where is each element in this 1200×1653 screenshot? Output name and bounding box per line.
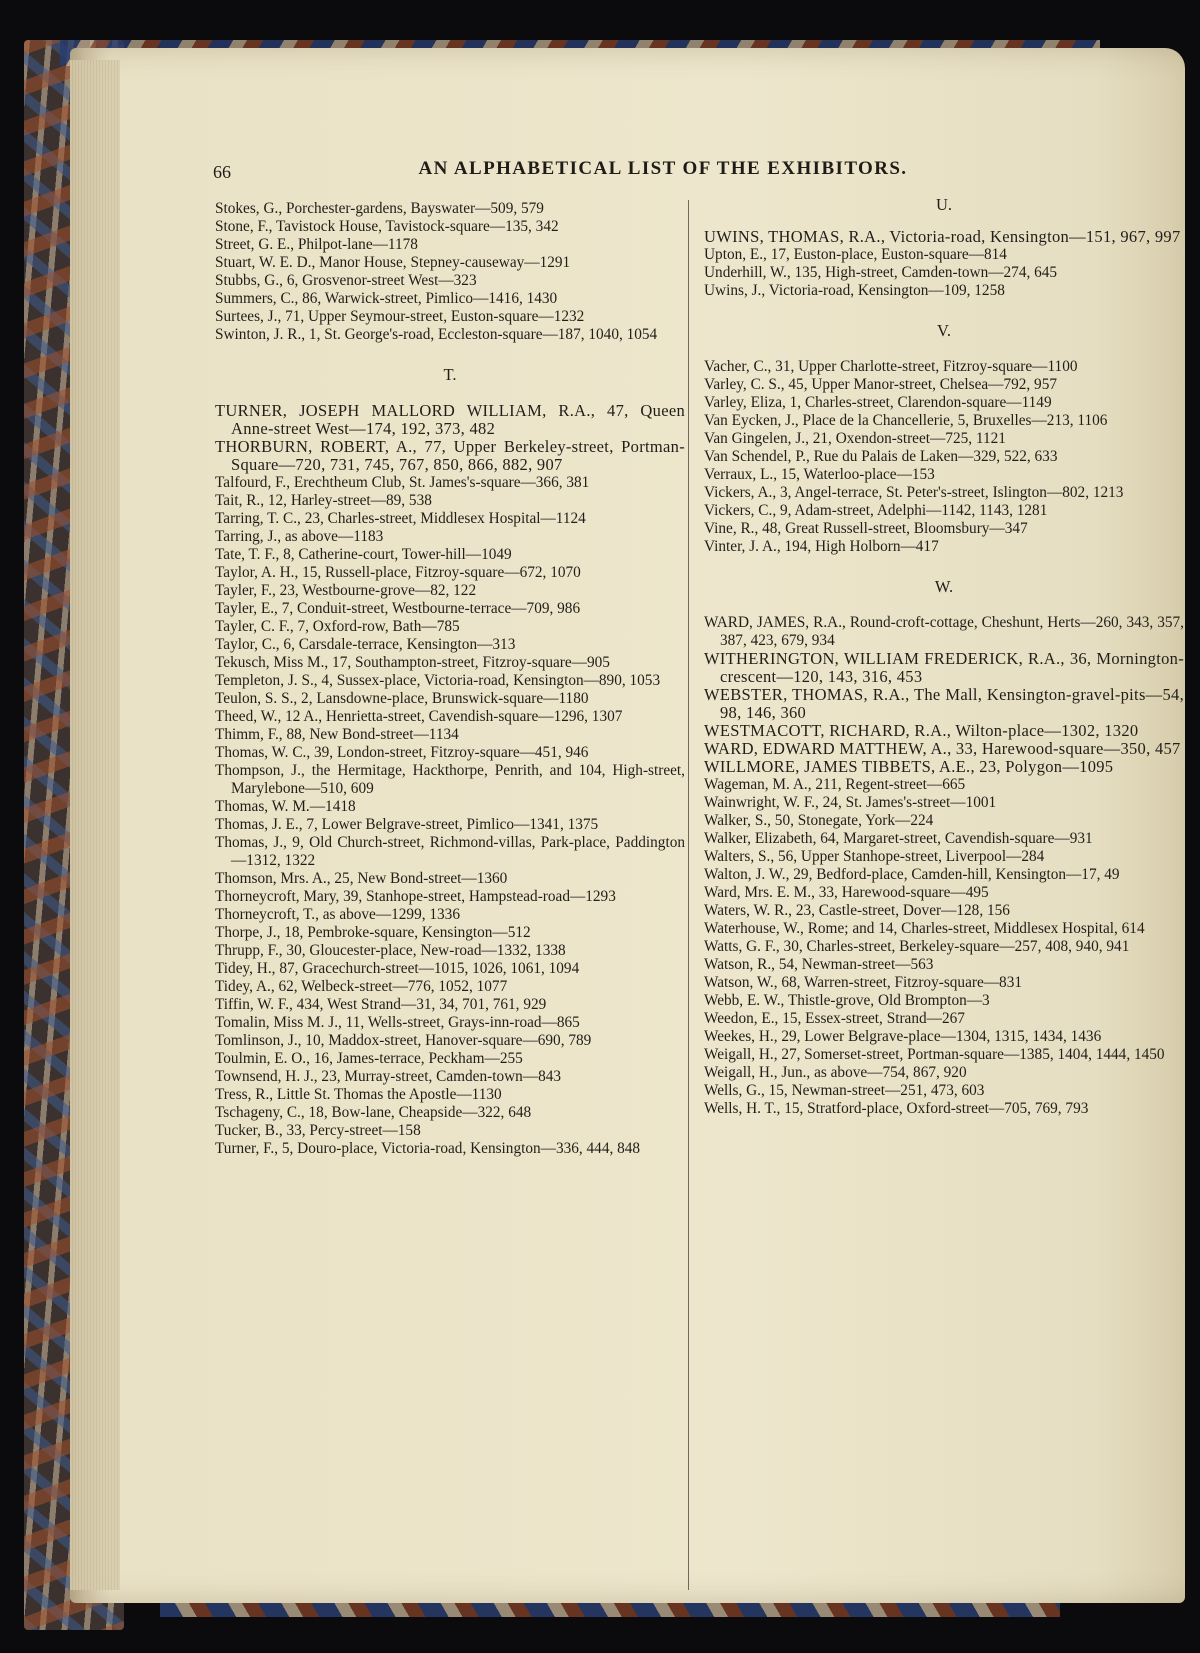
exhibitor-entry: Tarring, J., as above—1183 [215, 528, 384, 545]
exhibitor-entry: Vine, R., 48, Great Russell-street, Bloomsbury—347 [704, 520, 1028, 537]
page-title: AN ALPHABETICAL LIST OF THE EXHIBITORS. [418, 158, 908, 179]
exhibitor-entry: Street, G. E., Philpot-lane—1178 [215, 236, 418, 253]
exhibitor-entry: Watson, R., 54, Newman-street—563 [704, 956, 934, 973]
exhibitor-entry: Thorpe, J., 18, Pembroke-square, Kensington—512 [215, 924, 531, 941]
exhibitor-entry: Walker, S., 50, Stonegate, York—224 [704, 812, 934, 829]
exhibitor-entry: Weigall, H., Jun., as above—754, 867, 920 [704, 1064, 967, 1081]
exhibitor-entry: Watts, G. F., 30, Charles-street, Berkeley-square—257, 408, 940, 941 [704, 938, 1130, 955]
exhibitor-entry: Vickers, A., 3, Angel-terrace, St. Peter's-street, Islington—802, 1213 [704, 484, 1124, 501]
exhibitor-entry: Van Eycken, J., Place de la Chancellerie, 5, Bruxelles—213, 1106 [704, 412, 1108, 429]
exhibitor-entry: Vickers, C., 9, Adam-street, Adelphi—1142, 1143, 1281 [704, 502, 1048, 519]
exhibitor-entry: Toulmin, E. O., 16, James-terrace, Peckham—255 [215, 1050, 523, 1067]
exhibitor-entry: WARD, JAMES, R.A., Round-croft-cottage, Cheshunt, Herts—260, 343, 357, 387, 423, 679, 934 [704, 614, 1184, 649]
exhibitor-entry: Walton, J. W., 29, Bedford-place, Camden-hill, Kensington—17, 49 [704, 866, 1120, 883]
exhibitor-entry: Waterhouse, W., Rome; and 14, Charles-street, Middlesex Hospital, 614 [704, 920, 1145, 937]
exhibitor-entry: Vinter, J. A., 194, High Holborn—417 [704, 538, 939, 555]
exhibitor-entry: Underhill, W., 135, High-street, Camden-town—274, 645 [704, 264, 1058, 281]
section-heading: W. [934, 577, 954, 596]
exhibitor-entry: Weigall, H., 27, Somerset-street, Portman-square—1385, 1404, 1444, 1450 [704, 1046, 1165, 1063]
exhibitor-entry: WARD, EDWARD MATTHEW, A., 33, Harewood-square—350, 457 [704, 739, 1181, 758]
exhibitor-entry: Thomson, Mrs. A., 25, New Bond-street—1360 [215, 870, 508, 887]
exhibitor-entry: Varley, Eliza, 1, Charles-street, Clarendon-square—1149 [704, 394, 1052, 411]
exhibitor-entry: Taylor, C., 6, Carsdale-terrace, Kensington—313 [215, 636, 516, 653]
exhibitor-entry: Tomlinson, J., 10, Maddox-street, Hanover-square—690, 789 [215, 1032, 592, 1049]
exhibitor-entry: Uwins, J., Victoria-road, Kensington—109, 1258 [704, 282, 1005, 299]
exhibitor-entry: Vacher, C., 31, Upper Charlotte-street, Fitzroy-square—1100 [704, 358, 1078, 375]
exhibitor-entry: Tomalin, Miss M. J., 11, Wells-street, Grays-inn-road—865 [215, 1014, 580, 1031]
exhibitor-entry: WILLMORE, JAMES TIBBETS, A.E., 23, Polygon—1095 [704, 757, 1114, 776]
exhibitor-entry: Thorneycroft, Mary, 39, Stanhope-street, Hampstead-road—1293 [215, 888, 616, 905]
left-column [215, 200, 685, 1158]
exhibitor-entry: Weedon, E., 15, Essex-street, Strand—267 [704, 1010, 965, 1027]
exhibitor-entry: Surtees, J., 71, Upper Seymour-street, Euston-square—1232 [215, 308, 585, 325]
exhibitor-entry: Upton, E., 17, Euston-place, Euston-square—814 [704, 246, 1007, 263]
exhibitor-entry: Stone, F., Tavistock House, Tavistock-square—135, 342 [215, 218, 559, 235]
exhibitor-entry: Tiffin, W. F., 434, West Strand—31, 34, 701, 761, 929 [215, 996, 547, 1013]
exhibitor-entry: Walters, S., 56, Upper Stanhope-street, Liverpool—284 [704, 848, 1045, 865]
exhibitor-entry: Watson, W., 68, Warren-street, Fitzroy-square—831 [704, 974, 1022, 991]
exhibitor-entry: Varley, C. S., 45, Upper Manor-street, Chelsea—792, 957 [704, 376, 1058, 393]
exhibitor-entry: Thomas, W. C., 39, London-street, Fitzroy-square—451, 946 [215, 744, 589, 761]
exhibitor-entry: Thorneycroft, T., as above—1299, 1336 [215, 906, 460, 923]
right-column [704, 196, 1184, 1118]
exhibitor-entry: Wells, H. T., 15, Stratford-place, Oxford-street—705, 769, 793 [704, 1100, 1089, 1117]
exhibitor-entry: Taylor, A. H., 15, Russell-place, Fitzroy-square—672, 1070 [215, 564, 581, 581]
column-divider [688, 200, 689, 1590]
section-heading: T. [443, 365, 457, 384]
exhibitor-entry: Tidey, H., 87, Gracechurch-street—1015, 1026, 1061, 1094 [215, 960, 580, 977]
exhibitor-entry: Stuart, W. E. D., Manor House, Stepney-causeway—1291 [215, 254, 571, 271]
exhibitor-entry: Tayler, C. F., 7, Oxford-row, Bath—785 [215, 618, 460, 635]
exhibitor-entry: Teulon, S. S., 2, Lansdowne-place, Brunswick-square—1180 [215, 690, 589, 707]
exhibitor-entry: Talfourd, F., Erechtheum Club, St. James's-square—366, 381 [215, 474, 590, 491]
exhibitor-entry: Tait, R., 12, Harley-street—89, 538 [215, 492, 432, 509]
exhibitor-entry: Templeton, J. S., 4, Sussex-place, Victoria-road, Kensington—890, 1053 [215, 672, 661, 689]
exhibitor-entry: Tate, T. F., 8, Catherine-court, Tower-hill—1049 [215, 546, 512, 563]
exhibitor-entry: Theed, W., 12 A., Henrietta-street, Cavendish-square—1296, 1307 [215, 708, 623, 725]
exhibitor-entry: Tress, R., Little St. Thomas the Apostle—1130 [215, 1086, 502, 1103]
exhibitor-entry: Walker, Elizabeth, 64, Margaret-street, Cavendish-square—931 [704, 830, 1093, 847]
exhibitor-entry: Tarring, T. C., 23, Charles-street, Middlesex Hospital—1124 [215, 510, 586, 527]
exhibitor-entry: Wageman, M. A., 211, Regent-street—665 [704, 776, 966, 793]
page-number: 66 [213, 162, 231, 182]
exhibitor-entry: Thrupp, F., 30, Gloucester-place, New-road—1332, 1338 [215, 942, 566, 959]
exhibitor-entry: Weekes, H., 29, Lower Belgrave-place—1304, 1315, 1434, 1436 [704, 1028, 1102, 1045]
exhibitor-entry: Tayler, F., 23, Westbourne-grove—82, 122 [215, 582, 477, 599]
exhibitor-entry: Waters, W. R., 23, Castle-street, Dover—128, 156 [704, 902, 1010, 919]
page-edges [70, 60, 120, 1590]
exhibitor-entry: Turner, F., 5, Douro-place, Victoria-road, Kensington—336, 444, 848 [215, 1140, 641, 1157]
exhibitor-entry: Thomas, W. M.—1418 [215, 798, 356, 815]
exhibitor-entry: Tidey, A., 62, Welbeck-street—776, 1052, 1077 [215, 978, 508, 995]
exhibitor-entry: Townsend, H. J., 23, Murray-street, Camden-town—843 [215, 1068, 562, 1085]
exhibitor-entry: Thimm, F., 88, New Bond-street—1134 [215, 726, 459, 743]
page-header [213, 158, 1113, 188]
exhibitor-entry: Tucker, B., 33, Percy-street—158 [215, 1122, 421, 1139]
exhibitor-entry: WITHERINGTON, WILLIAM FREDERICK, R.A., 36, Mornington-crescent—120, 143, 316, 453 [704, 649, 1184, 686]
exhibitor-entry: Verraux, L., 15, Waterloo-place—153 [704, 466, 935, 483]
exhibitor-entry: Tekusch, Miss M., 17, Southampton-street, Fitzroy-square—905 [215, 654, 610, 671]
exhibitor-entry: THORBURN, ROBERT, A., 77, Upper Berkeley-street, Portman-Square—720, 731, 745, 767, 850, 866, 882, 907 [215, 437, 685, 474]
exhibitor-entry: Thompson, J., the Hermitage, Hackthorpe, Penrith, and 104, High-street, Marylebone—510, 609 [215, 762, 685, 797]
exhibitor-entry: Swinton, J. R., 1, St. George's-road, Eccleston-square—187, 1040, 1054 [215, 326, 658, 343]
exhibitor-entry: Tschageny, C., 18, Bow-lane, Cheapside—322, 648 [215, 1104, 532, 1121]
exhibitor-entry: Thomas, J., 9, Old Church-street, Richmond-villas, Park-place, Paddington—1312, 1322 [215, 834, 685, 869]
exhibitor-entry: TURNER, JOSEPH MALLORD WILLIAM, R.A., 47, Queen Anne-street West—174, 192, 373, 482 [215, 401, 685, 438]
exhibitor-entry: WEBSTER, THOMAS, R.A., The Mall, Kensington-gravel-pits—54, 98, 146, 360 [704, 685, 1184, 722]
exhibitor-entry: Wells, G., 15, Newman-street—251, 473, 603 [704, 1082, 985, 1099]
exhibitor-entry: Stubbs, G., 6, Grosvenor-street West—323 [215, 272, 477, 289]
section-heading: V. [937, 321, 951, 340]
exhibitor-entry: Thomas, J. E., 7, Lower Belgrave-street, Pimlico—1341, 1375 [215, 816, 599, 833]
exhibitor-entry: Van Gingelen, J., 21, Oxendon-street—725, 1121 [704, 430, 1006, 447]
exhibitor-entry: WESTMACOTT, RICHARD, R.A., Wilton-place—1302, 1320 [704, 721, 1139, 740]
exhibitor-entry: Wainwright, W. F., 24, St. James's-street—1001 [704, 794, 997, 811]
exhibitor-entry: Van Schendel, P., Rue du Palais de Laken—329, 522, 633 [704, 448, 1058, 465]
section-heading: U. [935, 195, 953, 214]
exhibitor-entry: Ward, Mrs. E. M., 33, Harewood-square—495 [704, 884, 989, 901]
exhibitor-entry: Summers, C., 86, Warwick-street, Pimlico—1416, 1430 [215, 290, 558, 307]
exhibitor-entry: Tayler, E., 7, Conduit-street, Westbourne-terrace—709, 986 [215, 600, 581, 617]
exhibitor-entry: UWINS, THOMAS, R.A., Victoria-road, Kensington—151, 967, 997 [704, 227, 1181, 246]
exhibitor-entry: Webb, E. W., Thistle-grove, Old Brompton—3 [704, 992, 990, 1009]
exhibitor-entry: Stokes, G., Porchester-gardens, Bayswater—509, 579 [215, 200, 544, 217]
